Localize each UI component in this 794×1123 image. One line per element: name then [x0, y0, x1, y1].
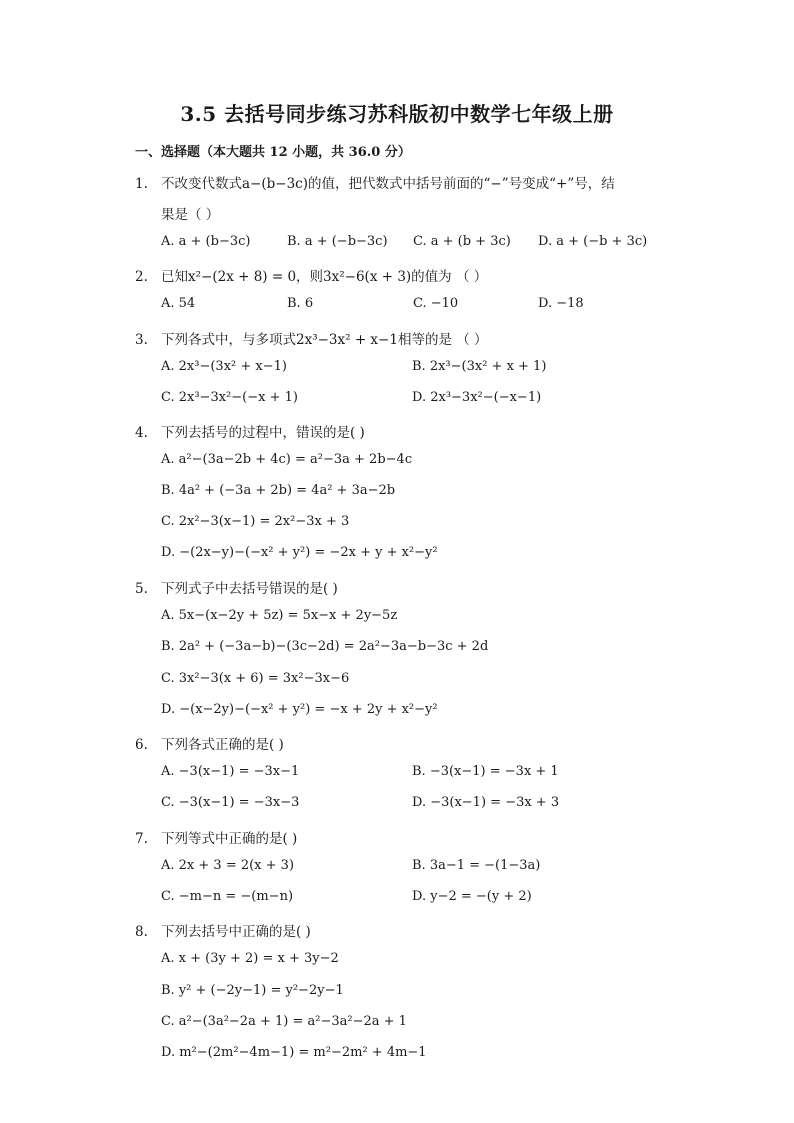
- option-a: A. −3(x−1) = −3x−1: [161, 764, 300, 779]
- option-c: C. a²−(3a²−2a + 1) = a²−3a²−2a + 1: [161, 1014, 407, 1029]
- option-b: B. −3(x−1) = −3x + 1: [412, 764, 559, 779]
- option-d: D. −(x−2y)−(−x² + y²) = −x + 2y + x²−y²: [161, 702, 438, 717]
- question-6: [135, 733, 284, 753]
- option-b: B. 4a² + (−3a + 2b) = 4a² + 3a−2b: [161, 483, 396, 498]
- option-a: A. 54: [161, 296, 196, 311]
- option-c: C. −m−n = −(m−n): [161, 889, 294, 904]
- question-1: [135, 172, 615, 192]
- question-number: 8.: [135, 924, 148, 940]
- question-text: 下列各式正确的是( ): [161, 737, 284, 753]
- option-b: B. y² + (−2y−1) = y²−2y−1: [161, 983, 344, 998]
- document-title: 3.5 去括号同步练习苏科版初中数学七年级上册: [180, 102, 614, 126]
- question-text: 下列等式中正确的是( ): [161, 831, 298, 847]
- option-a: A. 5x−(x−2y + 5z) = 5x−x + 2y−5z: [161, 608, 398, 623]
- option-a: A. 2x³−(3x² + x−1): [161, 359, 287, 374]
- option-d: D. −(2x−y)−(−x² + y²) = −2x + y + x²−y²: [161, 545, 438, 560]
- option-a: A. a + (b−3c): [161, 234, 251, 249]
- option-d: D. −3(x−1) = −3x + 3: [412, 795, 560, 810]
- option-d: D. 2x³−3x²−(−x−1): [412, 390, 542, 405]
- option-a: A. x + (3y + 2) = x + 3y−2: [161, 951, 339, 966]
- question-text: 下列各式中，与多项式2x³−3x² + x−1相等的是 （ ）: [161, 332, 488, 348]
- question-text: 下列去括号的过程中，错误的是( ): [161, 425, 365, 441]
- question-number: 2.: [135, 269, 148, 285]
- question-3: [135, 328, 488, 348]
- question-number: 6.: [135, 737, 148, 753]
- question-text: 已知x²−(2x + 8) = 0，则3x²−6(x + 3)的值为 （ ）: [161, 269, 488, 285]
- option-d: D. a + (−b + 3c): [538, 234, 648, 249]
- option-b: B. 2x³−(3x² + x + 1): [412, 359, 547, 374]
- option-c: C. 2x²−3(x−1) = 2x²−3x + 3: [161, 514, 350, 529]
- question-number: 4.: [135, 425, 148, 441]
- question-number: 5.: [135, 581, 148, 597]
- question-number: 1.: [135, 176, 148, 192]
- option-b: B. 2a² + (−3a−b)−(3c−2d) = 2a²−3a−b−3c + 2d: [161, 639, 489, 654]
- option-c: C. −10: [413, 296, 459, 311]
- option-d: D. −18: [538, 296, 584, 311]
- section-heading: 一、选择题（本大题共 12 小题，共 36.0 分）: [135, 145, 411, 160]
- question-4: [135, 421, 365, 441]
- question-number: 7.: [135, 831, 148, 847]
- question-number: 3.: [135, 332, 148, 348]
- option-c: C. 2x³−3x²−(−x + 1): [161, 390, 298, 405]
- question-5: [135, 577, 338, 597]
- option-d: D. y−2 = −(y + 2): [412, 889, 532, 904]
- question-7: [135, 827, 297, 847]
- option-c: C. a + (b + 3c): [413, 234, 511, 249]
- question-text: 下列去括号中正确的是( ): [161, 924, 311, 940]
- option-a: A. 2x + 3 = 2(x + 3): [161, 858, 295, 873]
- question-text: 不改变代数式a−(b−3c)的值，把代数式中括号前面的“−”号变成“+”号，结: [161, 176, 615, 192]
- option-b: B. a + (−b−3c): [287, 234, 388, 249]
- question-2: [135, 265, 487, 285]
- option-b: B. 3a−1 = −(1−3a): [412, 858, 541, 873]
- option-c: C. 3x²−3(x + 6) = 3x²−3x−6: [161, 671, 350, 686]
- option-b: B. 6: [287, 296, 314, 311]
- question-1-continuation: 果是（ ）: [161, 207, 220, 223]
- option-d: D. m²−(2m²−4m−1) = m²−2m² + 4m−1: [161, 1045, 427, 1060]
- option-a: A. a²−(3a−2b + 4c) = a²−3a + 2b−4c: [161, 452, 413, 467]
- question-8: [135, 920, 311, 940]
- option-c: C. −3(x−1) = −3x−3: [161, 795, 300, 810]
- question-text: 下列式子中去括号错误的是( ): [161, 581, 338, 597]
